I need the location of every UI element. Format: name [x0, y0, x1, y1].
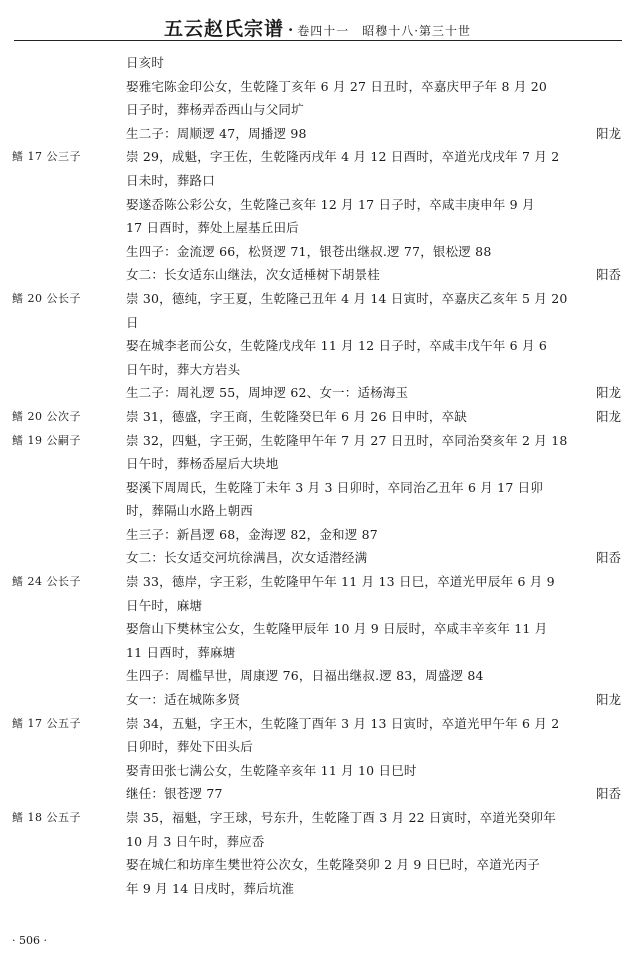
text-line	[0, 688, 635, 712]
entry-text: 娶溪下周周氏，生乾隆丁未年 3 月 3 日卯时，卒同治乙丑年 6 月 17 日卯	[126, 479, 544, 495]
text-line	[0, 853, 635, 877]
burial-place: 阳龙	[595, 385, 621, 401]
text-line	[0, 287, 635, 311]
entry-text: 娶詹山下樊林宝公女，生乾隆甲辰年 10 月 9 日辰时，卒咸丰辛亥年 11 月	[126, 621, 548, 637]
entry-text: 日午时，麻塘	[126, 597, 203, 613]
entry-text: 日	[126, 314, 139, 330]
text-line	[0, 193, 635, 217]
lineage-note: 鳍 17 公三子	[12, 150, 81, 164]
text-line	[0, 499, 635, 523]
text-line	[0, 216, 635, 240]
text-line	[0, 735, 635, 759]
text-line	[0, 570, 635, 594]
entry-text: 女一：适在城陈多贤	[126, 692, 241, 708]
burial-place: 阳岙	[595, 786, 621, 802]
burial-place: 阳龙	[595, 125, 621, 141]
header-separator: ·	[287, 21, 294, 39]
entry-text: 娶青田张七满公女，生乾隆辛亥年 11 月 10 日巳时	[126, 762, 417, 778]
entry-text: 生四子：周槛早世，周康逻 76，日福出继叔.逻 83，周盛逻 84	[126, 668, 484, 684]
text-line	[0, 169, 635, 193]
entry-text: 崇 32，四魁，字王弼，生乾隆甲午年 7 月 27 日丑时，卒同治癸亥年 2 月 18	[126, 432, 568, 448]
text-line	[0, 98, 635, 122]
text-line	[0, 263, 635, 287]
entry-text: 日午时，葬杨岙屋后大块地	[126, 456, 279, 472]
entry-text: 崇 35，福魁，字王球，号东升，生乾隆丁酉 3 月 22 日寅时，卒道光癸卯年	[126, 810, 556, 825]
burial-place: 阳岙	[595, 550, 621, 566]
entry-text: 日未时，葬路口	[126, 172, 215, 188]
genealogy-text	[0, 51, 635, 900]
entry-text: 生二子：周顺逻 47，周播逻 98	[126, 125, 307, 141]
chapter-subtitle: 卷四十一 昭穆十八·第三十世	[297, 24, 472, 38]
entry-text: 日子时，葬杨弄岙西山与父同圹	[126, 102, 304, 118]
header-rule	[14, 40, 622, 41]
book-title: 五云赵氏宗谱	[163, 18, 284, 40]
entry-text: 崇 30，德纯，字王夏，生乾隆己丑年 4 月 14 日寅时，卒嘉庆乙亥年 5 月 20	[126, 290, 568, 306]
text-line	[0, 429, 635, 453]
page-number: · 506 ·	[12, 934, 47, 947]
entry-text: 娶在城仁和坊庠生樊世符公次女，生乾隆癸卯 2 月 9 日巳时，卒道光丙子	[126, 857, 541, 873]
entry-text: 生三子：新昌逻 68，金海逻 82，金和逻 87	[126, 526, 378, 542]
entry-text: 女二：长女适东山继法，次女适棰树下胡景桂	[126, 267, 381, 283]
text-line	[0, 334, 635, 358]
lineage-note: 鳍 20 公长子	[12, 291, 81, 305]
burial-place: 阳岙	[595, 267, 621, 283]
text-line	[0, 712, 635, 736]
entry-text: 生四子：金流逻 66，松贤逻 71，银苍出继叔.逻 77，银松逻 88	[126, 243, 492, 259]
text-line	[0, 523, 635, 547]
entry-text: 生二子：周礼逻 55，周坤逻 62、女一：适杨海玉	[126, 385, 409, 401]
lineage-note: 鳍 19 公嗣子	[12, 433, 81, 447]
text-line	[0, 358, 635, 382]
entry-text: 11 日酉时，葬麻塘	[126, 644, 236, 660]
lineage-note: 鳍 18 公五子	[12, 811, 81, 824]
text-line	[0, 240, 635, 264]
entry-text: 崇 29，成魁，字王佐，生乾隆丙戌年 4 月 12 日酉时，卒道光戊戌年 7 月 2	[126, 149, 560, 165]
text-line	[0, 759, 635, 783]
page-header	[0, 14, 635, 40]
entry-text: 崇 34，五魁，字王木，生乾隆丁酉年 3 月 13 日寅时，卒道光甲午年 6 月 2	[126, 715, 560, 731]
text-line	[0, 122, 635, 146]
text-line	[0, 617, 635, 641]
lineage-note: 鳍 17 公五子	[12, 716, 81, 730]
text-line	[0, 806, 635, 830]
burial-place: 阳龙	[595, 408, 621, 424]
burial-place: 阳龙	[595, 692, 621, 708]
entry-text: 年 9 月 14 日戌时，葬后坑淮	[126, 880, 295, 896]
lineage-note: 鳍 24 公长子	[12, 575, 81, 589]
entry-text: 10 月 3 日午时，葬应岙	[126, 833, 265, 849]
entry-text: 崇 33，德岸，字王彩，生乾隆甲午年 11 月 13 日巳，卒道光甲辰年 6 月 9	[126, 574, 555, 590]
entry-text: 日亥时	[126, 55, 165, 70]
entry-text: 娶雅宅陈金印公女，生乾隆丁亥年 6 月 27 日丑时，卒嘉庆甲子年 8 月 20	[126, 78, 548, 94]
text-line	[0, 641, 635, 665]
entry-text: 17 日酉时，葬处上屋基丘田后	[126, 220, 299, 236]
text-line	[0, 877, 635, 901]
text-line	[0, 546, 635, 570]
entry-text: 日卯时，葬处下田头后	[126, 739, 254, 755]
entry-text: 女二：长女适交河坑徐满昌，次女适潜经满	[126, 550, 368, 566]
entry-text: 继任：银苍逻 77	[126, 786, 223, 802]
entry-text: 娶在城李老而公女，生乾隆戊戌年 11 月 12 日子时，卒咸丰戊午年 6 月 6	[126, 338, 548, 354]
text-line	[0, 145, 635, 169]
text-line	[0, 51, 635, 75]
text-line	[0, 476, 635, 500]
entry-text: 日午时，葬大方岩头	[126, 361, 241, 377]
text-line	[0, 664, 635, 688]
text-line	[0, 75, 635, 99]
lineage-note: 鳍 20 公次子	[12, 409, 81, 423]
text-line	[0, 782, 635, 806]
text-line	[0, 381, 635, 405]
text-line	[0, 405, 635, 429]
text-line	[0, 594, 635, 618]
entry-text: 时，葬隔山水路上朝西	[126, 503, 254, 519]
text-line	[0, 311, 635, 335]
entry-text: 娶遂岙陈公彩公女，生乾隆己亥年 12 月 17 日子时，卒咸丰庚申年 9 月	[126, 196, 535, 212]
text-line	[0, 830, 635, 854]
entry-text: 崇 31，德盛，字王商，生乾隆癸巳年 6 月 26 日申时，卒缺	[126, 408, 468, 424]
text-line	[0, 452, 635, 476]
